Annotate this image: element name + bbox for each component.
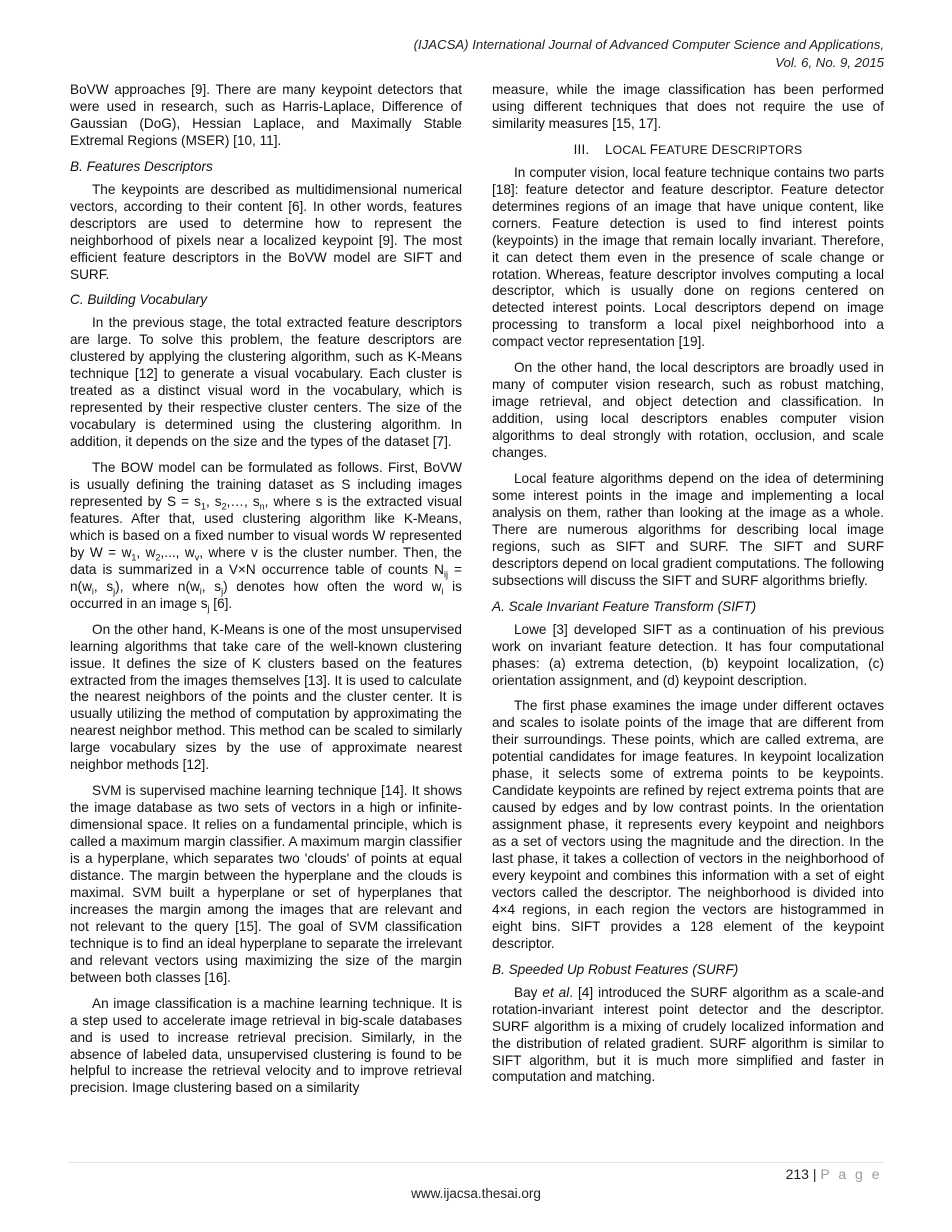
journal-title: (IJACSA) International Journal of Advanced Computer Science and Applications, [413,37,884,52]
paragraph-kmeans: On the other hand, K-Means is one of the most unsupervised learning algorithms that take care of the well-known clustering issue. It defines the size of K clusters based on the features extracted from the images themselves [13]. It is used to calculate the nearest neighbors of the points and the cluster center. It is usually utilizing the method of computation by approximating the nearest neighbor method. This method can be scaled to similarly large vocabulary sizes by the use of approximate nearest neighbor methods [12]. [70,621,462,773]
paragraph-bovw-detectors: BoVW approaches [9]. There are many keypoint detectors that were used in research, such as Harris-Laplace, Difference of Gaussian (DoG), Hessian Laplace, and Maximally Stable Extremal Regions (MSER) [10, 11]. [70,82,462,148]
paragraph-image-classification: An image classification is a machine learning technique. It is a step used to accelerate image retrieval in big-scale databases and is used to increase retrieval precision. Similarly, in the absence of labeled data, unsupervised clustering is found to be helpful to increase the retrieval velocity and to improve retrieval precision. Image clustering based on a similarity [70,995,462,1096]
journal-website: www.ijacsa.thesai.org [411,1186,541,1201]
paragraph-svm: SVM is supervised machine learning technique [14]. It shows the image database as two sets of vectors in a high or infinite-dimensional space. It relies on a fundamental principle, which is called a maximum margin classifier. A maximum margin classifier is a hyperplane, which separates two 'clouds' of points at equal distance. The margin between the hyperplane and the clouds is maximal. SVM built a hyperplane or set of hyperplanes that increases the margin among the images that are relevant and not relevant to the query [15]. The goal of SVM classification technique is to find an ideal hyperplane to separate the irrelevant and relevant vectors using maximizing the size of the margin between both classes [16]. [70,783,462,985]
paragraph-bow-model: The BOW model can be formulated as follows. First, BoVW is usually defining the training dataset as S including images represented by $S = s_1$, $s_2,\dots$, $s_n$, where s is the extracted visual features. After that, used clustering algorithm like K-Means, which is based on a fixed number to visual words W represented by $W = w_1$, $w_2$,..., $w_v$, where v is the cluster number. Then, the data is summarized in a V×N occurrence table of counts $N_{ij} = n(w_i$, $s_j$), where $n(w_i$, $s_j$) denotes how often the word $w_i$ is occurred in an image $s_j$ [6]. [70,460,463,614]
page-number: 213 | P a g e [785,1166,882,1182]
subsection-heading-surf: B. Speeded Up Robust Features (SURF) [492,961,739,977]
journal-header [414,36,884,72]
journal-volume: Vol. 6, No. 9, 2015 [775,55,884,70]
left-column [70,82,462,1106]
paragraph-features-descriptors: The keypoints are described as multidimensional numerical vectors, according to their content [6]. In other words, features descriptors are used to determine how to represent the neighborhood of pixels near a localized keypoint [9]. The most efficient feature descriptors in the BoVW model are SIFT and SURF. [70,181,462,282]
paragraph-building-vocabulary: In the previous stage, the total extracted feature descriptors are large. To solve this problem, the feature descriptors are clustered by applying the clustering algorithm, such as K-Means technique [12] to generate a visual vocabulary. Each cluster is treated as a distinct visual word in the vocabulary, which is represented by their respective cluster centers. The size of the vocabulary is determined using the clustering algorithm. In addition, it depends on the size and the types of the dataset [7]. [70,315,462,450]
section-heading-local-feature-descriptors: III. LOCAL FEATURE DESCRIPTORS [573,141,803,157]
paragraph-local-feature-technique: In computer vision, local feature technique contains two parts [18]: feature detector and feature descriptor. Feature detector determines regions of an image that have unique content, like corners. Feature detection is used to find interest points (keypoints) in the image that remain locally invariant. Therefore, it can detect them even in the presence of scale change or rotation. Whereas, feature descriptor involves computing a local descriptor, which is usually done on regions centered on detected interest points. Local descriptors depend on image processing to transform a local pixel neighborhood into a compact vector representation [19]. [492,164,884,350]
subsection-heading-features-descriptors: B. Features Descriptors [70,158,213,174]
right-column [492,82,884,1095]
paragraph-local-descriptors-usage: On the other hand, the local descriptors are broadly used in many of computer vision research, such as robust matching, image retrieval, and object detection and classification. In addition, using local descriptors enables computer vision algorithms to deal strongly with rotation, occlusion, and scale changes. [492,360,884,461]
paragraph-similarity-measure: measure, while the image classification has been performed using different techniques that does not require the use of similarity measures [15, 17]. [492,82,884,131]
footer-divider [68,1162,884,1163]
subsection-heading-sift: A. Scale Invariant Feature Transform (SIFT) [492,598,757,614]
paragraph-sift-phases: The first phase examines the image under different octaves and scales to isolate points of the image that are different from their surroundings. These points, which are called extrema, are potential candidates for image features. In keypoint localization phase, it selects some of extrema points to be keypoints. Candidate keypoints are refined by reject extrema points that are caused by edges and by low contrast points. In the orientation assignment phase, it represents every keypoint and neighbors as a set of vectors using the magnitude and the direction. In the last phase, it takes a collection of vectors in the neighborhood of every keypoint and combines this information with a set of eight vectors called the descriptor. The neighborhood is divided into 4×4 regions, in each region the vectors are histogrammed in eight bins. SIFT provides a 128 element of the keypoint descriptor. [492,698,884,951]
paragraph-local-feature-algorithms: Local feature algorithms depend on the idea of determining some interest points in the image and implementing a local analysis on them, rather than looking at the image as a whole. There are numerous algorithms for describing local image regions, such as SIFT and SURF. The SIFT and SURF descriptors depend on local gradient computations. The following subsections will discuss the SIFT and SURF algorithms briefly. [492,471,884,588]
paragraph-sift-intro: Lowe [3] developed SIFT as a continuation of his previous work on invariant feature detection. It has four computational phases: (a) extrema detection, (b) keypoint localization, (c) orientation assignment, and (d) keypoint description. [492,621,884,688]
subsection-heading-building-vocabulary: C. Building Vocabulary [70,292,208,308]
paragraph-surf: Bay et al. [4] introduced the SURF algorithm as a scale-and rotation-invariant interest point detector and the descriptor. SURF algorithm is a mixing of crudely localized information and the distribution of related gradient. SURF algorithm is similar to SIFT algorithm, but it is much more simplified and faster in computation and matching. [492,984,884,1085]
